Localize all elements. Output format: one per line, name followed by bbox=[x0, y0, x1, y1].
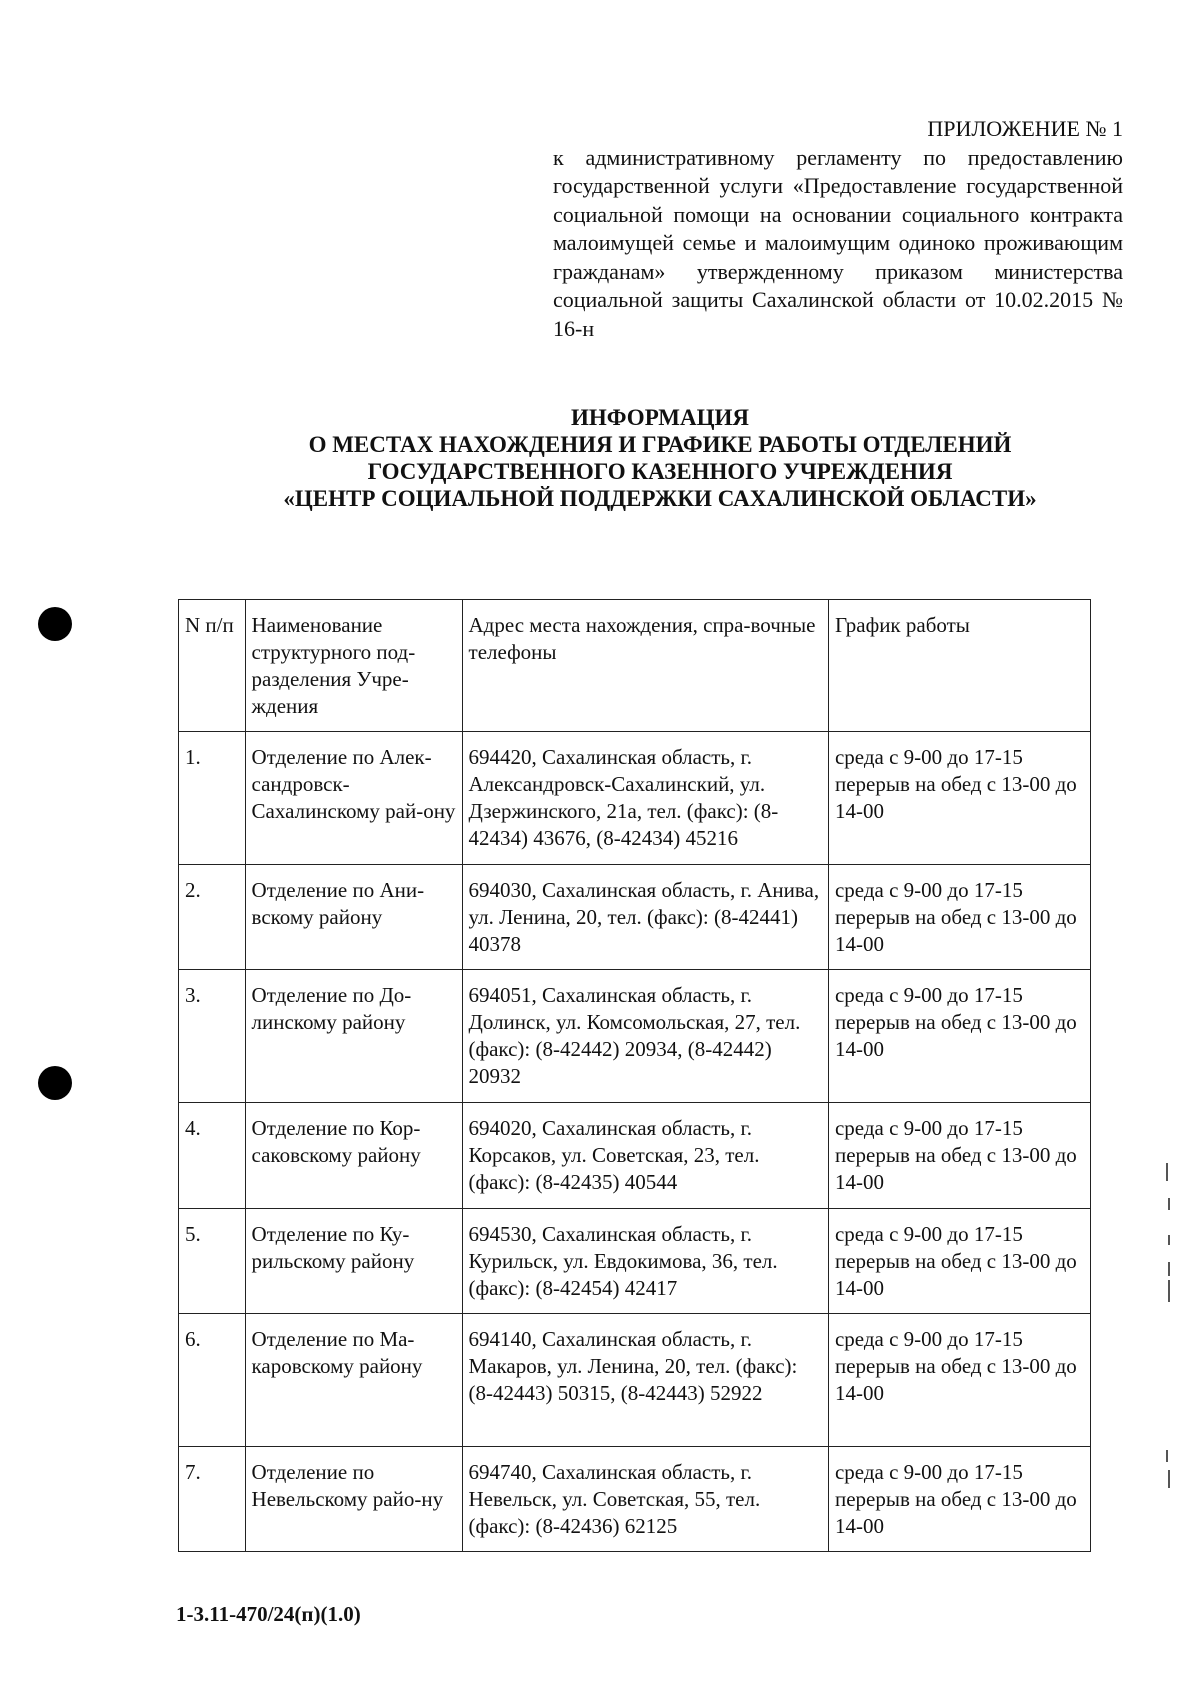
table-row bbox=[179, 732, 1091, 865]
row-number: 1. bbox=[179, 732, 246, 865]
row-number: 7. bbox=[179, 1447, 246, 1552]
row-schedule: среда с 9-00 до 17-15 перерыв на обед с 13-00 до 14-00 bbox=[828, 1447, 1090, 1552]
scan-artifact bbox=[1168, 1280, 1170, 1302]
scan-artifact bbox=[1168, 1235, 1170, 1245]
row-schedule: среда с 9-00 до 17-15 перерыв на обед с 13-00 до 14-00 bbox=[828, 865, 1090, 970]
row-schedule: среда с 9-00 до 17-15 перерыв на обед с 13-00 до 14-00 bbox=[828, 1209, 1090, 1314]
row-schedule: среда с 9-00 до 17-15 перерыв на обед с 13-00 до 14-00 bbox=[828, 1103, 1090, 1209]
scan-artifact bbox=[1168, 1198, 1170, 1210]
row-number: 4. bbox=[179, 1103, 246, 1209]
heading-line-3: ГОСУДАРСТВЕННОГО КАЗЕННОГО УЧРЕЖДЕНИЯ bbox=[367, 459, 953, 484]
header-schedule: График работы bbox=[828, 600, 1090, 732]
header-department: Наименование структурного под-разделения Учре-ждения bbox=[245, 600, 462, 732]
punch-hole-top bbox=[38, 607, 72, 641]
row-address: 694020, Сахалинская область, г. Корсаков, ул. Советская, 23, тел. (факс): (8-42435) 40544 bbox=[462, 1103, 828, 1209]
row-schedule: среда с 9-00 до 17-15 перерыв на обед с 13-00 до 14-00 bbox=[828, 1314, 1090, 1447]
row-number: 3. bbox=[179, 970, 246, 1103]
row-department: Отделение по Невельскому райо-ну bbox=[245, 1447, 462, 1552]
row-department: Отделение по Ку-рильскому району bbox=[245, 1209, 462, 1314]
scan-artifact bbox=[1166, 1163, 1168, 1181]
header-address: Адрес места нахождения, спра-вочные телефоны bbox=[462, 600, 828, 732]
appendix-block bbox=[553, 115, 1123, 343]
row-address: 694140, Сахалинская область, г. Макаров, ул. Ленина, 20, тел. (факс): (8-42443) 50315, (8-42443) 52922 bbox=[462, 1314, 828, 1447]
scan-artifact bbox=[1168, 1470, 1170, 1488]
appendix-title: ПРИЛОЖЕНИЕ № 1 bbox=[927, 116, 1123, 141]
document-heading bbox=[180, 404, 1140, 512]
heading-line-4: «ЦЕНТР СОЦИАЛЬНОЙ ПОДДЕРЖКИ САХАЛИНСКОЙ ОБЛАСТИ» bbox=[283, 486, 1037, 511]
row-number: 5. bbox=[179, 1209, 246, 1314]
row-department: Отделение по Ани-вскому району bbox=[245, 865, 462, 970]
table-row bbox=[179, 1209, 1091, 1314]
row-address: 694530, Сахалинская область, г. Курильск, ул. Евдокимова, 36, тел. (факс): (8-42454) 42417 bbox=[462, 1209, 828, 1314]
scan-artifact bbox=[1166, 1450, 1168, 1462]
row-address: 694740, Сахалинская область, г. Невельск, ул. Советская, 55, тел. (факс): (8-42436) 62125 bbox=[462, 1447, 828, 1552]
row-number: 2. bbox=[179, 865, 246, 970]
row-number: 6. bbox=[179, 1314, 246, 1447]
row-department: Отделение по До-линскому району bbox=[245, 970, 462, 1103]
heading-line-2: О МЕСТАХ НАХОЖДЕНИЯ И ГРАФИКЕ РАБОТЫ ОТДЕЛЕНИЙ bbox=[308, 432, 1012, 457]
table-header-row bbox=[179, 600, 1091, 732]
row-schedule: среда с 9-00 до 17-15 перерыв на обед с 13-00 до 14-00 bbox=[828, 970, 1090, 1103]
row-address: 694030, Сахалинская область, г. Анива, ул. Ленина, 20, тел. (факс): (8-42441) 40378 bbox=[462, 865, 828, 970]
row-address: 694420, Сахалинская область, г. Александровск-Сахалинский, ул. Дзержинского, 21а, тел. (факс): (8-42434) 43676, (8-42434) 45216 bbox=[462, 732, 828, 865]
scan-artifact bbox=[1168, 1262, 1170, 1276]
table-row bbox=[179, 1314, 1091, 1447]
table-row bbox=[179, 970, 1091, 1103]
heading-line-1: ИНФОРМАЦИЯ bbox=[570, 405, 750, 430]
document-code: 1-3.11-470/24(п)(1.0) bbox=[176, 1602, 361, 1626]
row-department: Отделение по Кор-саковскому району bbox=[245, 1103, 462, 1209]
table-row bbox=[179, 865, 1091, 970]
row-department: Отделение по Ма-каровскому району bbox=[245, 1314, 462, 1447]
row-schedule: среда с 9-00 до 17-15 перерыв на обед с 13-00 до 14-00 bbox=[828, 732, 1090, 865]
table-row bbox=[179, 1447, 1091, 1552]
row-department: Отделение по Алек-сандровск-Сахалинскому рай-ону bbox=[245, 732, 462, 865]
punch-hole-bottom bbox=[38, 1066, 72, 1100]
table-row bbox=[179, 1103, 1091, 1209]
row-address: 694051, Сахалинская область, г. Долинск, ул. Комсомольская, 27, тел. (факс): (8-42442) 20934, (8-42442) 20932 bbox=[462, 970, 828, 1103]
header-number: N п/п bbox=[179, 600, 246, 732]
appendix-text: к административному регламенту по предоставлению государственной услуги «Предоставление государственной социальной помощи на основании социального контракта малоимущей семье и малоимущим одиноко проживающим гражданам» утвержденному приказом министерства социальной защиты Сахалинской области от 10.02.2015 № 16-н bbox=[553, 144, 1123, 341]
departments-table bbox=[178, 599, 1091, 1552]
